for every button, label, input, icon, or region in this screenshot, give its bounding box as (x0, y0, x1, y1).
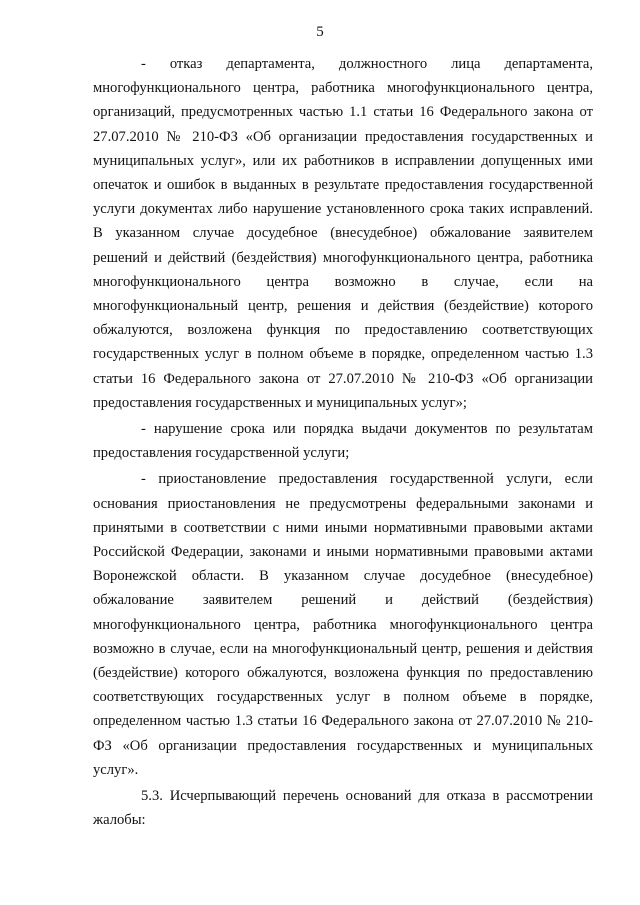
paragraph-deadline-violation: - нарушение срока или порядка выдачи документов по результатам предоставления государственной услуги; (93, 421, 593, 462)
page-number: 5 (316, 24, 324, 40)
paragraph-refusal-correction: - отказ департамента, должностного лица департамента, многофункционального центра, работника многофункционального центра, организаций, предусмотренных частью 1.1 статьи 16 Федерального закона от 27.07.2010 № 210-ФЗ «Об организации предоставления государственных и муниципальных услуг», или их работников в исправлении допущенных ими опечаток и ошибок в выданных в результате предоставления государственной услуги документах либо нарушение установленного срока таких исправлений. В указанном случае досудебное (внесудебное) обжалование заявителем решений и действий (бездействия) многофункционального центра, работника многофункционального центра возможно в случае, если на многофункциональный центр, решения и действия (бездействие) которого обжалуются, возложена функция по предоставлению соответствующих государственных услуг в полном объеме в порядке, определенном частью 1.3 статьи 16 Федерального закона от 27.07.2010 № 210-ФЗ «Об организации предоставления государственных и муниципальных услуг»; (93, 56, 593, 411)
paragraph-section-5-3: 5.3. Исчерпывающий перечень оснований для отказа в рассмотрении жалобы: (93, 788, 593, 829)
paragraph-suspension: - приостановление предоставления государственной услуги, если основания приостановления не предусмотрены федеральными законами и принятыми в соответствии с ними иными нормативными правовыми актами Российской Федерации, законами и иными нормативными правовыми актами Воронежской области. В указанном случае досудебное (внесудебное) обжалование заявителем решений и действий (бездействия) многофункционального центра, работника многофункционального центра возможно в случае, если на многофункциональный центр, решения и действия (бездействие) которого обжалуются, возложена функция по предоставлению соответствующих государственных услуг в полном объеме в порядке, определенном частью 1.3 статьи 16 Федерального закона от 27.07.2010 № 210-ФЗ «Об организации предоставления государственных и муниципальных услуг». (93, 471, 593, 778)
document-body (93, 52, 593, 833)
